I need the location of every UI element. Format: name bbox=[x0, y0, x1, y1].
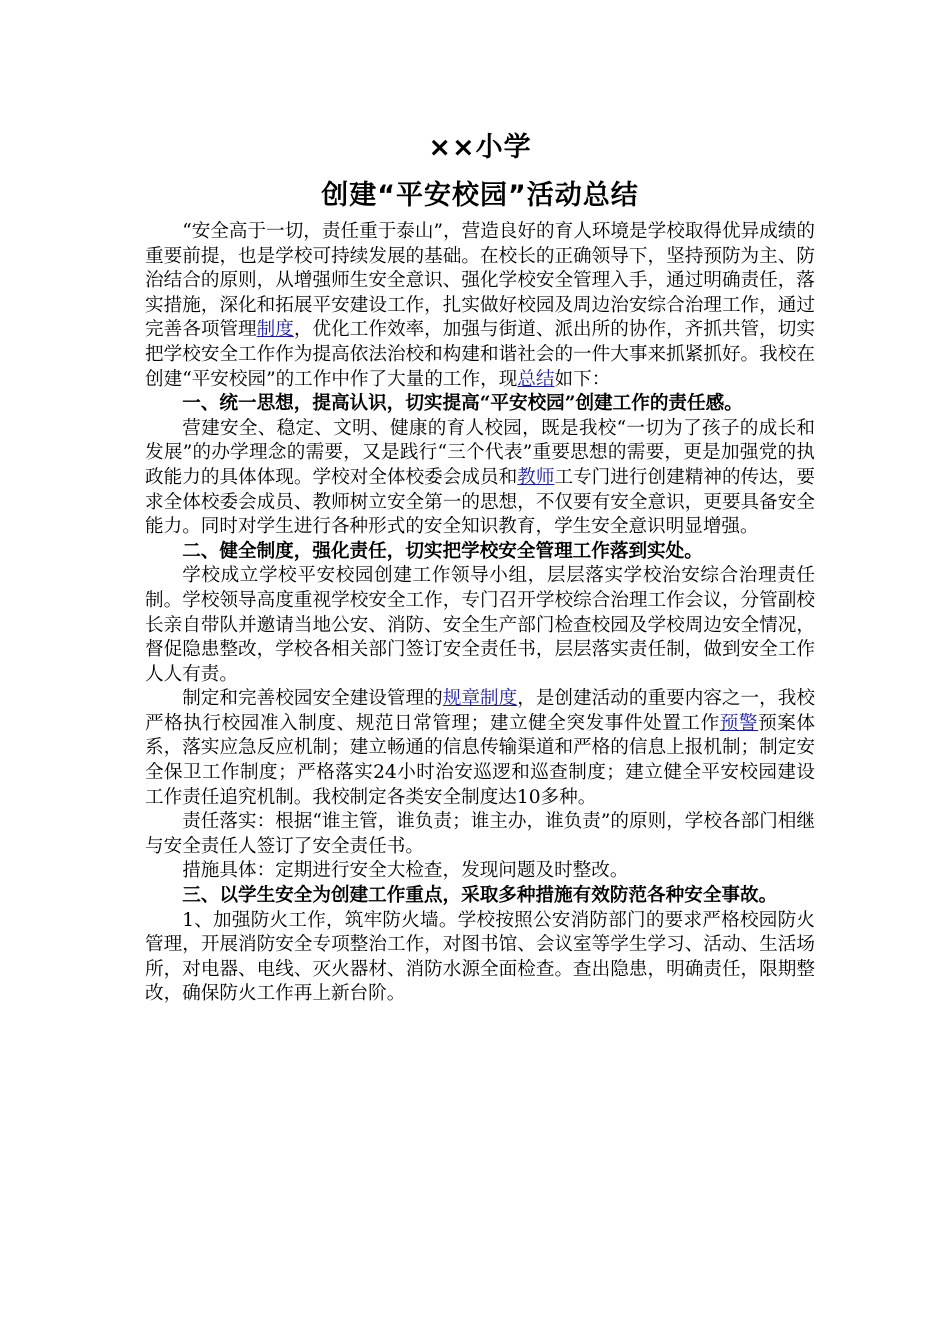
paragraph-text: ，优化工作效率，加强与街道、派出所的协作，齐抓共管，切实把学校安全工作作为提高依法治校和构建和谐社会的一件大事来抓紧抓好。我校在创建“平安校园”的工作中作了大量的工作，现 bbox=[145, 319, 815, 390]
paragraph-text: 如下： bbox=[554, 368, 611, 390]
body-paragraph bbox=[145, 687, 815, 810]
body-paragraph bbox=[145, 417, 815, 540]
inline-link[interactable]: 制度 bbox=[256, 319, 294, 341]
inline-link[interactable]: 预警 bbox=[719, 712, 759, 734]
paragraph-text: “安全高于一切，责任重于泰山”，营造良好的育人环境是学校取得优异成绩的重要前提，也是学校可持续发展的基础。在校长的正确领导下，坚持预防为主、防治结合的原则，从增强师生安全意识、强化学校安全管理入手，通过明确责任，落实措施，深化和拓展平安建设工作，扎实做好校园及周边治安综合治理工作，通过完善各项管理 bbox=[145, 221, 815, 341]
inline-link[interactable]: 规章制度 bbox=[442, 688, 518, 710]
paragraph-text: 二、健全制度，强化责任，切实把学校安全管理工作落到实处。 bbox=[182, 540, 703, 562]
paragraph-text: 一、统一思想，提高认识，切实提高“平安校园”创建工作的责任感。 bbox=[182, 393, 743, 415]
section-heading bbox=[145, 884, 815, 909]
paragraph-text: 工专门进行创建精神的传达，要求全体校委会成员、教师树立安全第一的思想，不仅要有安全意识，更要具备安全能力。同时对学生进行各种形式的安全知识教育，学生安全意识明显增强。 bbox=[145, 466, 815, 538]
paragraph-text: 措施具体：定期进行安全大检查，发现问题及时整改。 bbox=[182, 860, 629, 882]
document-body bbox=[145, 220, 815, 1007]
section-heading bbox=[145, 540, 815, 565]
paragraph-text: 营建安全、稳定、文明、健康的育人校园，既是我校“一切为了孩子的成长和发展”的办学理念的需要，又是践行“三个代表”重要思想的需要，更是加强党的执政能力的具体体现。学校对全体校委会成员和 bbox=[145, 417, 815, 488]
paragraph-text: 责任落实：根据“谁主管，谁负责；谁主办，谁负责”的原则，学校各部门相继与安全责任人签订了安全责任书。 bbox=[145, 811, 815, 857]
paragraph-text: 学校成立学校平安校园创建工作领导小组，层层落实学校治安综合治理责任制。学校领导高度重视学校安全工作，专门召开学校综合治理工作会议，分管副校长亲自带队并邀请当地公安、消防、安全生产部门检查校园及学校周边安全情况，督促隐患整改，学校各相关部门签订安全责任书，层层落实责任制，做到安全工作人人有责。 bbox=[145, 565, 815, 685]
body-paragraph bbox=[145, 909, 815, 1007]
section-heading bbox=[145, 392, 815, 417]
paragraph-text: 三、以学生安全为创建工作重点，采取多种措施有效防范各种安全事故。 bbox=[182, 885, 778, 907]
paragraph-text: ，是创建活动的重要内容之一，我校严格执行校园准入制度、规范日常管理；建立健全突发事件处置工作 bbox=[145, 688, 815, 734]
body-paragraph bbox=[145, 859, 815, 884]
body-paragraph bbox=[145, 810, 815, 859]
body-paragraph bbox=[145, 564, 815, 687]
paragraph-text: 预案体系，落实应急反应机制；建立畅通的信息传输渠道和严格的信息上报机制；制定安全保卫工作制度；严格落实24小时治安巡逻和巡查制度；建立健全平安校园建设工作责任追究机制。我校制定各类安全制度达10多种。 bbox=[145, 712, 815, 808]
document-title-school: ××小学 bbox=[428, 132, 532, 163]
body-paragraph bbox=[145, 220, 815, 392]
paragraph-text: 制定和完善校园安全建设管理的 bbox=[182, 688, 443, 710]
inline-link[interactable]: 教师 bbox=[517, 466, 555, 488]
document-title-main: 创建“平安校园”活动总结 bbox=[321, 180, 639, 211]
paragraph-text: 1、加强防火工作，筑牢防火墙。学校按照公安消防部门的要求严格校园防火管理，开展消防安全专项整治工作，对图书馆、会议室等学生学习、活动、生活场所，对电器、电线、灭火器材、消防水源全面检查。查出隐患，明确责任，限期整改，确保防火工作再上新台阶。 bbox=[145, 909, 815, 1005]
document-page bbox=[145, 128, 815, 1007]
inline-link[interactable]: 总结 bbox=[517, 368, 555, 390]
